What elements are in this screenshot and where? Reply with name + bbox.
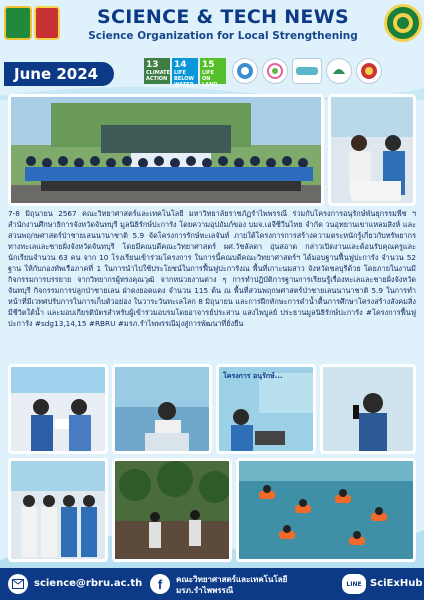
partner-logo-4 (326, 58, 352, 84)
sdg15-icon: 15 LIFE ON LAND (200, 58, 226, 84)
stage-sign-text: โครงการ อนุรักษ์... (223, 372, 283, 380)
partner-logo-5 (356, 58, 382, 84)
royal-emblem-logo (34, 6, 60, 40)
mangrove-planting-photo (112, 458, 232, 562)
facebook-icon: f (150, 574, 170, 594)
lecture-stage-photo (216, 364, 316, 454)
line-icon: LINE (342, 574, 366, 594)
partner-logo-3 (292, 58, 322, 84)
certificate-photo (8, 364, 108, 454)
certificate-group-photo (8, 458, 108, 562)
university-crest-logo (4, 6, 32, 40)
snorkeling-photo (236, 458, 416, 562)
page-title: SCIENCE & TECH NEWS (97, 6, 349, 28)
article-body: 7-8 มิถุนายน 2567 คณะวิทยาศาสตร์และเทคโนโลยี มหาวิทยาลัยราชภัฏรำไพพรรณี ร่วมกับโครงการอนุรักษ์พันธุกรรมพืช ฯ สำนักงานศึกษาธิการจังหวัดจันทบุรี มูลนิธิรักษ์ปะการัง โดยความอุปถัมภ์ของ บมจ.เอจีซีวีนไทย จำกัด วนอุทยานเขาแหลมสิงห์ และสวนพฤกษศาสตร์ป่าชายเลนนานาชาติ 5.9 จัดโครงการรักษ์ทะเลจันท์ ภายใต้โครงการการสร้างความตระหนักรู้เกี่ยวกับทรัพยากรทางทะเลและชายฝั่งจังหวัดจันทบุรี โดยมีคณบดีคณะวิทยาศาสตร์ ผศ.วัชลัลดา อุ่นสอาด กล่าวเปิดงานและต้อนรับคุณครูและนักเรียนจำนวน 63 คน จาก 10 โรงเรียนเข้าร่วมโครงการ ในการนี้คณบดีคณะวิทยาศาสตร์ฯ ได้มอบฐานฟื้นฟูปะการัง จำนวน 52 ฐาน ให้กับกองทัพเรือภาคที่ 1 ในการนำไปใช้ประโยชน์ในการฟื้นฟูปะการังณ พื้นที่เกาะนมสาว จังหวัดชลบุรีด้วย โดยภายในงานมีกิจกรรมการบรรยาย จากวิทยากรผู้ทรงคุณวุฒิ จากหน่วยงานต่าง ๆ การทำปฏิบัติการฐานการเรียนรู้เรื่องทะเลและชายฝั่งจังหวัดจันทบุรี กิจกรรมการปลูกป่าชายเลน ฝ่าดงยอดแดง จำนวน 115 ต้น ณ พื้นที่สวนพฤกษศาสตร์ป่าชายเลนนานาชาติ 5.9 ในการทำหน้าที่มีเวทศปรับการในการเก็บตัวอย่อง ในวาระวันทะเลโลก 8 มิถุนายน และการฝึกทักษะการดำน้ำตื้นการศึกษาโครงสร้างสังคมสิ่งมีชีวิตใต้น้ำ และมอบเกียรติบัตรสำหรับผู้เข้าร่วมอบรมโดยอาจารย์ประสาน แสงไพบูลย์ ประธานมูลนิธิรักษ์ปะการัง #โครงการฟื้นฟูปะการัง #sdg13,14,15 #RBRU #มรภ.รำไพพรรณีมุ่งสู่การพัฒนาที่ยั่งยืน (8, 209, 416, 329)
microphone-speaker-photo (320, 364, 416, 454)
line-id[interactable]: SciExHub (370, 578, 423, 589)
page-subtitle: Science Organization for Local Strengthening (88, 30, 358, 42)
group-photo (8, 94, 324, 206)
contact-email[interactable]: science@rbru.ac.th (34, 578, 143, 589)
ceremony-photo (328, 94, 416, 206)
facebook-page-subname: มรภ.รำไพพรรณี (176, 586, 234, 595)
email-icon (8, 574, 28, 594)
facebook-page-name[interactable]: คณะวิทยาศาสตร์และเทคโนโลยี (176, 575, 288, 584)
partner-logo-2 (262, 58, 288, 84)
sdg13-icon: 13 CLIMATE ACTION (146, 60, 170, 82)
speaker-photo (112, 364, 212, 454)
sdg14-icon: 14 LIFE BELOW WATER (172, 58, 198, 84)
issue-date-badge: June 2024 (4, 62, 114, 86)
faculty-seal-logo (384, 4, 422, 42)
partner-logo-1 (232, 58, 258, 84)
